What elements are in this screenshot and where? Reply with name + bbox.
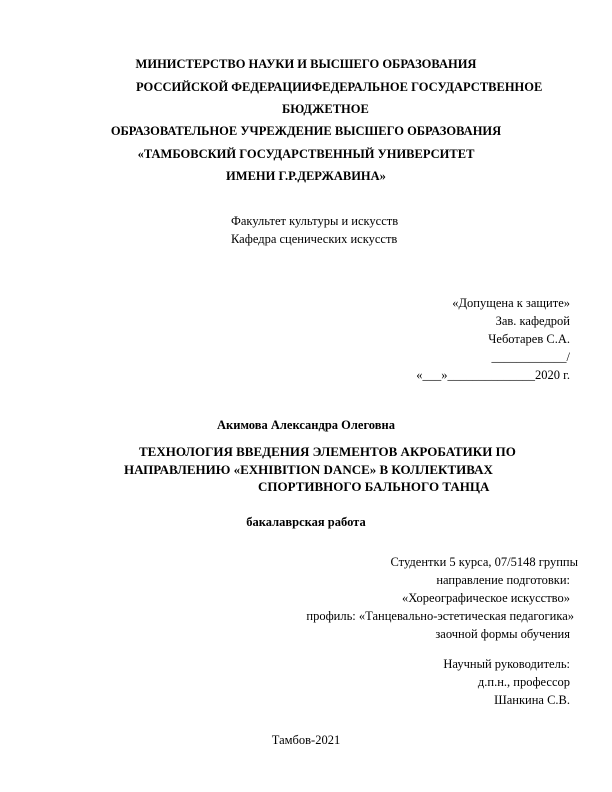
header-line-federation: РОССИЙСКОЙ ФЕДЕРАЦИИФЕДЕРАЛЬНОЕ ГОСУДАРСТВЕННОЕ	[136, 80, 543, 94]
supervisor-degree: д.п.н., профессор	[477, 675, 570, 689]
author-name: Акимова Александра Олеговна	[217, 418, 395, 432]
work-type: бакалаврская работа	[246, 515, 366, 529]
title-line-2: НАПРАВЛЕНИЮ «EXHIBITION DANCE» В КОЛЛЕКТИВАХ	[124, 462, 493, 477]
student-direction: «Хореографическое искусство»	[402, 591, 570, 605]
title-line-3: СПОРТИВНОГО БАЛЬНОГО ТАНЦА	[258, 479, 490, 494]
approval-head-title: Зав. кафедрой	[495, 314, 570, 328]
header-line-named: ИМЕНИ Г.Р.ДЕРЖАВИНА»	[226, 169, 386, 183]
student-profile: профиль: «Танцевально-эстетическая педагогика»	[306, 609, 574, 623]
approval-signature-line: ____________/	[491, 350, 570, 364]
approval-date-line: «___»______________2020 г.	[416, 368, 570, 382]
title-line-1: ТЕХНОЛОГИЯ ВВЕДЕНИЯ ЭЛЕМЕНТОВ АКРОБАТИКИ ПО	[139, 444, 516, 459]
student-direction-label: направление подготовки:	[436, 573, 570, 587]
header-line-institution: ОБРАЗОВАТЕЛЬНОЕ УЧРЕЖДЕНИЕ ВЫСШЕГО ОБРАЗОВАНИЯ	[110, 124, 502, 138]
chair-name: Кафедра сценических искусств	[231, 232, 398, 246]
approval-admitted: «Допущена к защите»	[452, 296, 570, 310]
faculty-name: Факультет культуры и искусств	[231, 214, 399, 228]
supervisor-name: Шанкина С.В.	[494, 693, 570, 707]
header-line-ministry: МИНИСТЕРСТВО НАУКИ И ВЫСШЕГО ОБРАЗОВАНИЯ	[135, 57, 477, 71]
city-year: Тамбов-2021	[271, 733, 341, 747]
student-study-form: заочной формы обучения	[435, 627, 570, 641]
header-line-university: «ТАМБОВСКИЙ ГОСУДАРСТВЕННЫЙ УНИВЕРСИТЕТ	[137, 147, 475, 161]
supervisor-label: Научный руководитель:	[443, 657, 570, 671]
header-line-budget: БЮДЖЕТНОЕ	[282, 102, 369, 116]
student-course-group: Студентки 5 курса, 07/5148 группы	[390, 555, 578, 569]
approval-head-name: Чеботарев С.А.	[488, 332, 570, 346]
